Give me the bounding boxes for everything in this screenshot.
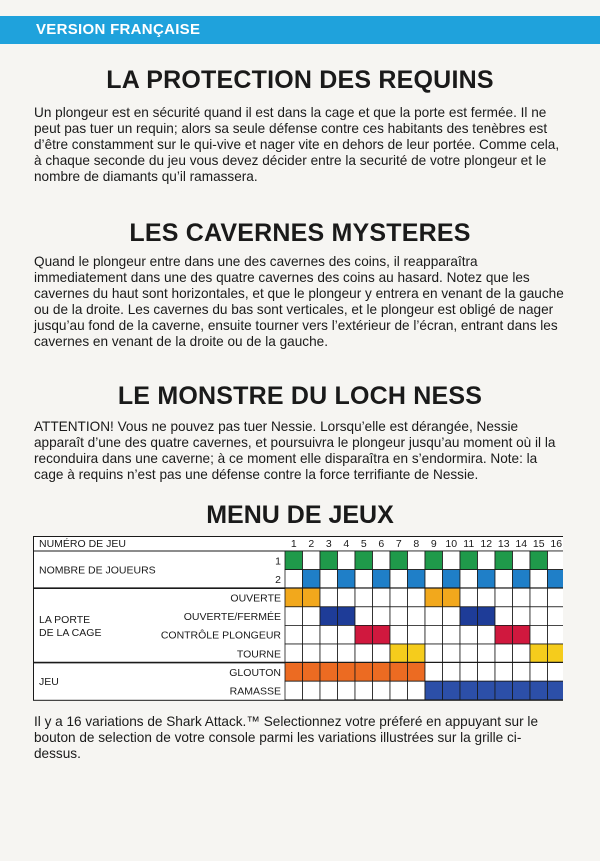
grid-cell: [373, 625, 391, 644]
grid-header-number: 9: [430, 538, 437, 550]
grid-cell: [373, 644, 391, 663]
section-title-loch-ness: LE MONSTRE DU LOCH NESS: [117, 382, 483, 410]
grid-cell: [478, 644, 496, 663]
grid-cell: [478, 588, 496, 607]
grid-header-number: 6: [378, 538, 385, 550]
grid-cell: [408, 625, 426, 644]
grid-header-number: 3: [325, 538, 332, 550]
grid-header-number: 12: [480, 538, 493, 550]
grid-row-label: OUVERTE/FERMÉE: [183, 611, 281, 624]
grid-cell: [548, 570, 564, 589]
grid-cell: [390, 551, 408, 570]
grid-cell: [303, 681, 321, 700]
grid-cell: [495, 663, 513, 682]
grid-cell: [355, 607, 373, 626]
grid-cell: [495, 570, 513, 589]
grid-cell: [285, 644, 303, 663]
grid-cell: [320, 588, 338, 607]
grid-cell: [390, 570, 408, 589]
version-banner: [0, 16, 600, 44]
grid-cell: [338, 625, 356, 644]
section-body-shark-protection: Un plongeur est en sécurité quand il est dans la cage et que la porte est fermée. Il ne peut pas tuer un requin; alors sa seule défense contre ces habitants des tenèbres est d’être constamment sur le qui-vive et nager vite en dehors de leur portée. Comme cela, à chaque seconde du jeu vous devez décider entre la securité de votre plongeur et le nombre de diamants qu’il ramassera.: [34, 105, 560, 184]
section-body-loch-ness: ATTENTION! Vous ne pouvez pas tuer Nessie. Lorsqu’elle est dérangée, Nessie apparaît d’une des quatre cavernes, et poursuivra le plongeur jusqu’au moment où il la reconduira dans une caverne; à ce moment elle disparaîtra en s’endormira. Note: la cage à requins n’est pas une défense contre la force terrifiante de Nessie.: [34, 419, 556, 482]
grid-cell: [425, 663, 443, 682]
grid-cell: [390, 625, 408, 644]
grid-cell: [443, 644, 461, 663]
grid-cell: [320, 644, 338, 663]
grid-cell: [495, 588, 513, 607]
grid-cell: [478, 681, 496, 700]
grid-header-label: NUMÉRO DE JEU: [39, 538, 126, 550]
grid-cell: [460, 625, 478, 644]
grid-cell: [495, 681, 513, 700]
grid-cell: [390, 681, 408, 700]
grid-cell: [425, 551, 443, 570]
grid-header-number: 4: [343, 538, 350, 550]
grid-cell: [303, 607, 321, 626]
grid-cell: [373, 588, 391, 607]
grid-cell: [530, 663, 548, 682]
grid-header-number: 1: [290, 538, 297, 550]
grid-cell: [425, 625, 443, 644]
game-menu-grid: [33, 536, 563, 702]
grid-cell: [443, 663, 461, 682]
grid-cell: [513, 588, 531, 607]
grid-header-number: 14: [515, 538, 528, 550]
grid-cell: [355, 625, 373, 644]
grid-cell: [478, 663, 496, 682]
grid-cell: [338, 663, 356, 682]
grid-cell: [495, 551, 513, 570]
grid-row-label: RAMASSE: [229, 685, 281, 698]
grid-cell: [355, 588, 373, 607]
grid-group-label: NOMBRE DE JOUEURS: [39, 564, 156, 577]
grid-row-label: 1: [275, 555, 281, 568]
grid-cell: [548, 607, 564, 626]
grid-cell: [478, 551, 496, 570]
grid-cell: [425, 644, 443, 663]
grid-cell: [408, 607, 426, 626]
grid-cell: [320, 625, 338, 644]
grid-cell: [408, 588, 426, 607]
grid-cell: [355, 551, 373, 570]
footer-text: Il y a 16 variations de Shark Attack.™ Selectionnez votre préferé en appuyant sur le bouton de selection de votre console parmi les variations illustrées sur la grille ci-dessus.: [34, 714, 539, 761]
grid-cell: [338, 607, 356, 626]
grid-cell: [373, 570, 391, 589]
grid-cell: [478, 625, 496, 644]
section-title-mystery-caves: LES CAVERNES MYSTERES: [129, 219, 471, 247]
grid-cell: [513, 551, 531, 570]
grid-cell: [460, 663, 478, 682]
menu-title: MENU DE JEUX: [206, 501, 394, 529]
section-title-shark-protection: LA PROTECTION DES REQUINS: [106, 66, 494, 94]
grid-cell: [530, 644, 548, 663]
grid-cell: [320, 570, 338, 589]
grid-cell: [460, 644, 478, 663]
grid-cell: [355, 663, 373, 682]
grid-cell: [320, 607, 338, 626]
grid-cell: [408, 663, 426, 682]
grid-cell: [390, 644, 408, 663]
grid-header-number: 2: [308, 538, 315, 550]
grid-cell: [338, 681, 356, 700]
grid-cell: [390, 663, 408, 682]
grid-header-number: 11: [463, 538, 475, 550]
grid-cell: [495, 644, 513, 663]
grid-cell: [373, 551, 391, 570]
grid-cell: [460, 588, 478, 607]
grid-cell: [408, 570, 426, 589]
grid-cell: [548, 644, 564, 663]
grid-header-number: 8: [413, 538, 420, 550]
grid-cell: [355, 570, 373, 589]
grid-cell: [495, 607, 513, 626]
grid-cell: [320, 663, 338, 682]
grid-cell: [478, 607, 496, 626]
grid-cell: [303, 663, 321, 682]
grid-cell: [408, 681, 426, 700]
grid-cell: [338, 570, 356, 589]
grid-cell: [495, 625, 513, 644]
version-label: VERSION FRANÇAISE: [36, 21, 201, 38]
grid-cell: [320, 551, 338, 570]
grid-group-label: DE LA CAGE: [39, 626, 102, 639]
grid-cell: [303, 551, 321, 570]
grid-cell: [303, 570, 321, 589]
grid-cell: [548, 625, 564, 644]
grid-cell: [460, 681, 478, 700]
grid-cell: [355, 644, 373, 663]
grid-cell: [443, 588, 461, 607]
grid-row-label: CONTRÔLE PLONGEUR: [160, 629, 281, 642]
grid-cell: [338, 551, 356, 570]
grid-header-number: 16: [550, 538, 563, 550]
grid-cell: [443, 681, 461, 700]
grid-cell: [530, 625, 548, 644]
grid-cell: [513, 607, 531, 626]
grid-cell: [285, 570, 303, 589]
grid-cell: [303, 644, 321, 663]
grid-cell: [285, 663, 303, 682]
grid-cell: [425, 681, 443, 700]
grid-cell: [513, 663, 531, 682]
grid-cell: [285, 551, 303, 570]
grid-cell: [320, 681, 338, 700]
grid-cell: [425, 588, 443, 607]
grid-header-number: 13: [497, 538, 510, 550]
grid-cell: [390, 588, 408, 607]
grid-row-label: 2: [275, 573, 281, 586]
grid-cell: [373, 663, 391, 682]
grid-cell: [425, 570, 443, 589]
grid-row-label: OUVERTE: [230, 592, 281, 605]
grid-header-number: 15: [532, 538, 545, 550]
grid-group-label: JEU: [39, 676, 59, 689]
grid-header-number: 7: [395, 538, 402, 550]
grid-cell: [460, 607, 478, 626]
grid-header-number: 5: [360, 538, 367, 550]
grid-header-number: 10: [445, 538, 458, 550]
grid-cell: [443, 607, 461, 626]
grid-cell: [530, 570, 548, 589]
grid-cell: [285, 681, 303, 700]
grid-group-label: LA PORTE: [39, 613, 91, 626]
grid-cell: [530, 588, 548, 607]
grid-cell: [373, 607, 391, 626]
grid-cell: [548, 681, 564, 700]
grid-row-label: TOURNE: [236, 648, 281, 661]
grid-cell: [355, 681, 373, 700]
grid-cell: [285, 607, 303, 626]
grid-cell: [548, 663, 564, 682]
grid-cell: [460, 570, 478, 589]
grid-cell: [513, 570, 531, 589]
grid-cell: [338, 644, 356, 663]
grid-cell: [513, 625, 531, 644]
grid-cell: [285, 588, 303, 607]
grid-cell: [530, 551, 548, 570]
section-body-mystery-caves: Quand le plongeur entre dans une des cavernes des coins, il reapparaîtra immediatement dans une des quatre cavernes des coins au hasard. Notez que les cavernes du haut sont horizontales, et que le plongeur y entrera en venant de la gauche ou de la droite. Les cavernes du bas sont verticales, et le plongeur est obligé de nager jusqu’au fond de la caverne, ensuite tourner vers l’extérieur de l’écran, entrant dans les cavernes en venant de la droite ou de la gauche.: [34, 254, 564, 349]
grid-cell: [338, 588, 356, 607]
grid-cell: [548, 588, 564, 607]
grid-cell: [303, 625, 321, 644]
grid-cell: [460, 551, 478, 570]
grid-cell: [443, 625, 461, 644]
grid-cell: [390, 607, 408, 626]
grid-cell: [513, 644, 531, 663]
grid-cell: [478, 570, 496, 589]
grid-cell: [443, 551, 461, 570]
grid-cell: [408, 551, 426, 570]
grid-cell: [513, 681, 531, 700]
grid-row-label: GLOUTON: [229, 666, 281, 679]
grid-cell: [373, 681, 391, 700]
grid-cell: [303, 588, 321, 607]
grid-cell: [530, 607, 548, 626]
grid-cell: [443, 570, 461, 589]
grid-cell: [530, 681, 548, 700]
grid-cell: [408, 644, 426, 663]
grid-cell: [285, 625, 303, 644]
grid-cell: [548, 551, 564, 570]
grid-cell: [425, 607, 443, 626]
